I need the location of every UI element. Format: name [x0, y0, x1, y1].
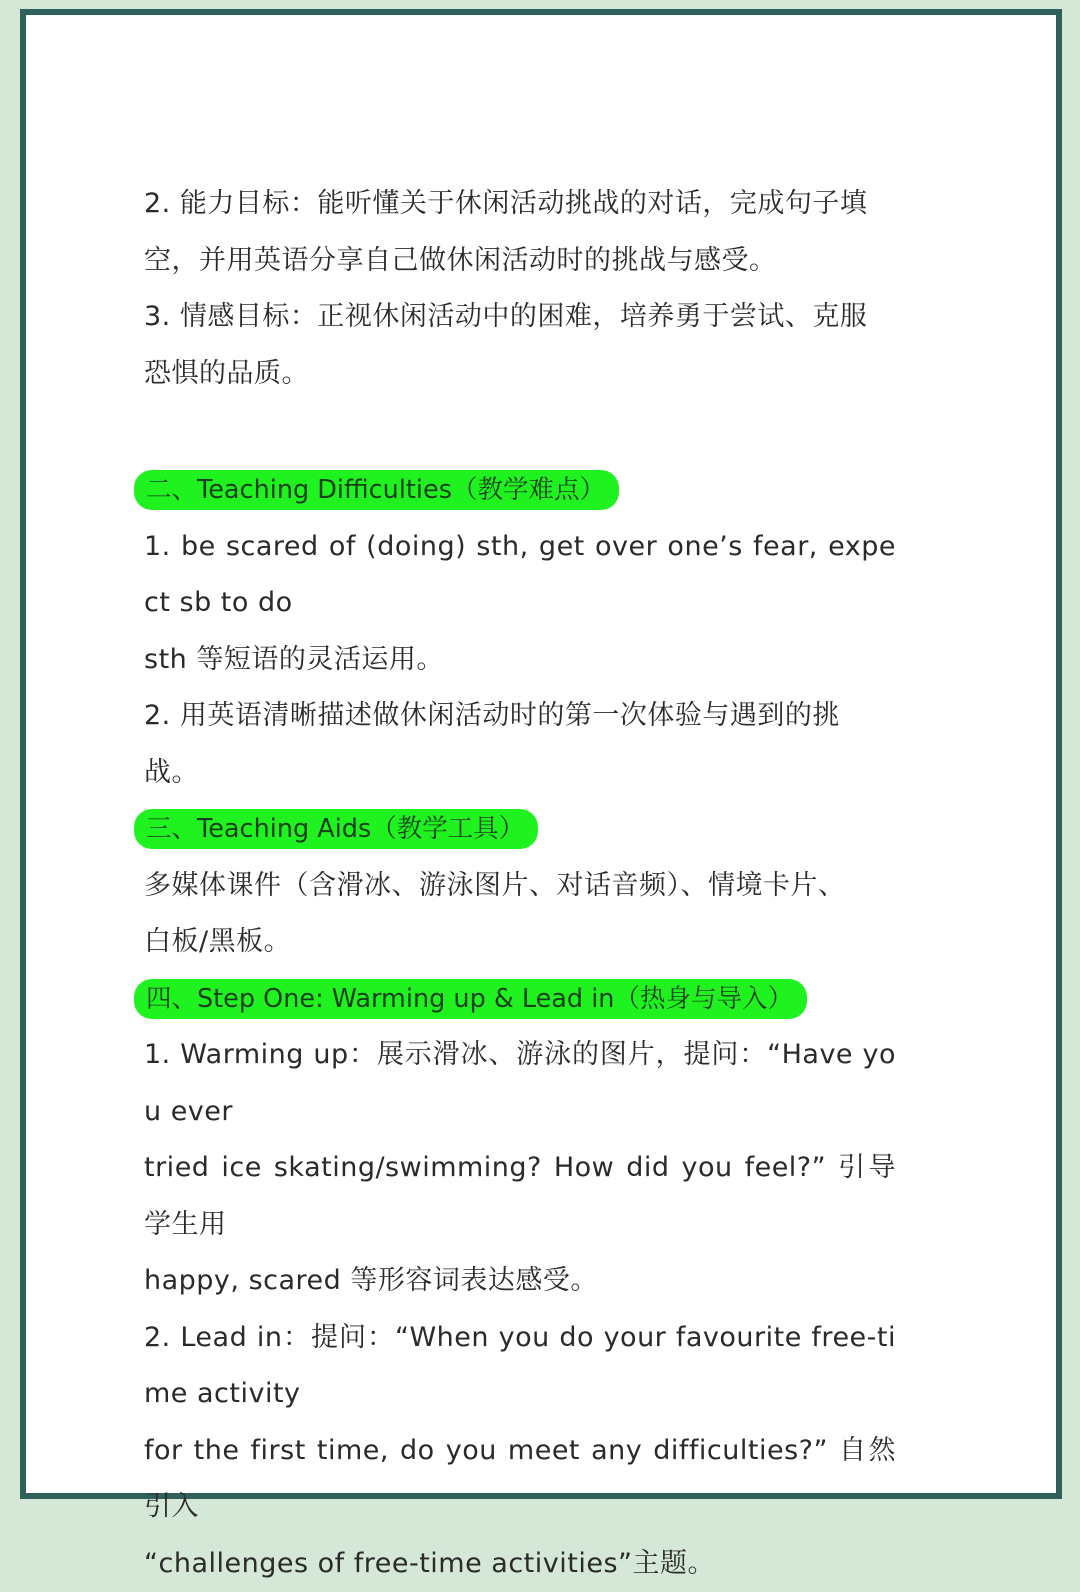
- aids-line: 多媒体课件（含滑冰、游泳图片、对话音频）、情境卡片、: [144, 858, 896, 915]
- difficulties-line: 2. 用英语清晰描述做休闲活动时的第一次体验与遇到的挑: [144, 688, 896, 745]
- aids-line: 白板/黑板。: [144, 914, 896, 971]
- objective-ability-line2: 空，并用英语分享自己做休闲活动时的挑战与感受。: [144, 233, 896, 290]
- section-heading-teaching-aids: 三、Teaching Aids（教学工具）: [134, 809, 538, 849]
- difficulties-line: sth 等短语的灵活运用。: [144, 632, 896, 689]
- step-one-line: 2. Lead in：提问：“When you do your favourite free-time activity: [144, 1310, 896, 1423]
- step-one-line: “challenges of free-time activities”主题。: [144, 1536, 896, 1592]
- step-one-line: 1. Warming up：展示滑冰、游泳的图片，提问：“Have you ever: [144, 1027, 896, 1140]
- section-heading-teaching-difficulties: 二、Teaching Difficulties（教学难点）: [134, 470, 619, 510]
- step-one-line: for the first time, do you meet any difficulties?” 自然引入: [144, 1423, 896, 1536]
- document-body: [144, 176, 896, 1592]
- objective-emotion-line1: 3. 情感目标：正视休闲活动中的困难，培养勇于尝试、克服: [144, 289, 896, 346]
- objective-emotion-line2: 恐惧的品质。: [144, 346, 896, 403]
- objective-ability-line1: 2. 能力目标：能听懂关于休闲活动挑战的对话，完成句子填: [144, 176, 896, 233]
- section-heading-row: [134, 801, 896, 858]
- section-heading-row: [134, 971, 896, 1028]
- step-one-line: happy, scared 等形容词表达感受。: [144, 1253, 896, 1310]
- difficulties-line: 战。: [144, 745, 896, 802]
- step-one-line: tried ice skating/swimming? How did you feel?” 引导学生用: [144, 1140, 896, 1253]
- section-heading-step-one: 四、Step One: Warming up & Lead in（热身与导入）: [134, 979, 807, 1019]
- difficulties-line: 1. be scared of (doing) sth, get over one’s fear, expect sb to do: [144, 519, 896, 632]
- section-heading-row: [134, 462, 896, 519]
